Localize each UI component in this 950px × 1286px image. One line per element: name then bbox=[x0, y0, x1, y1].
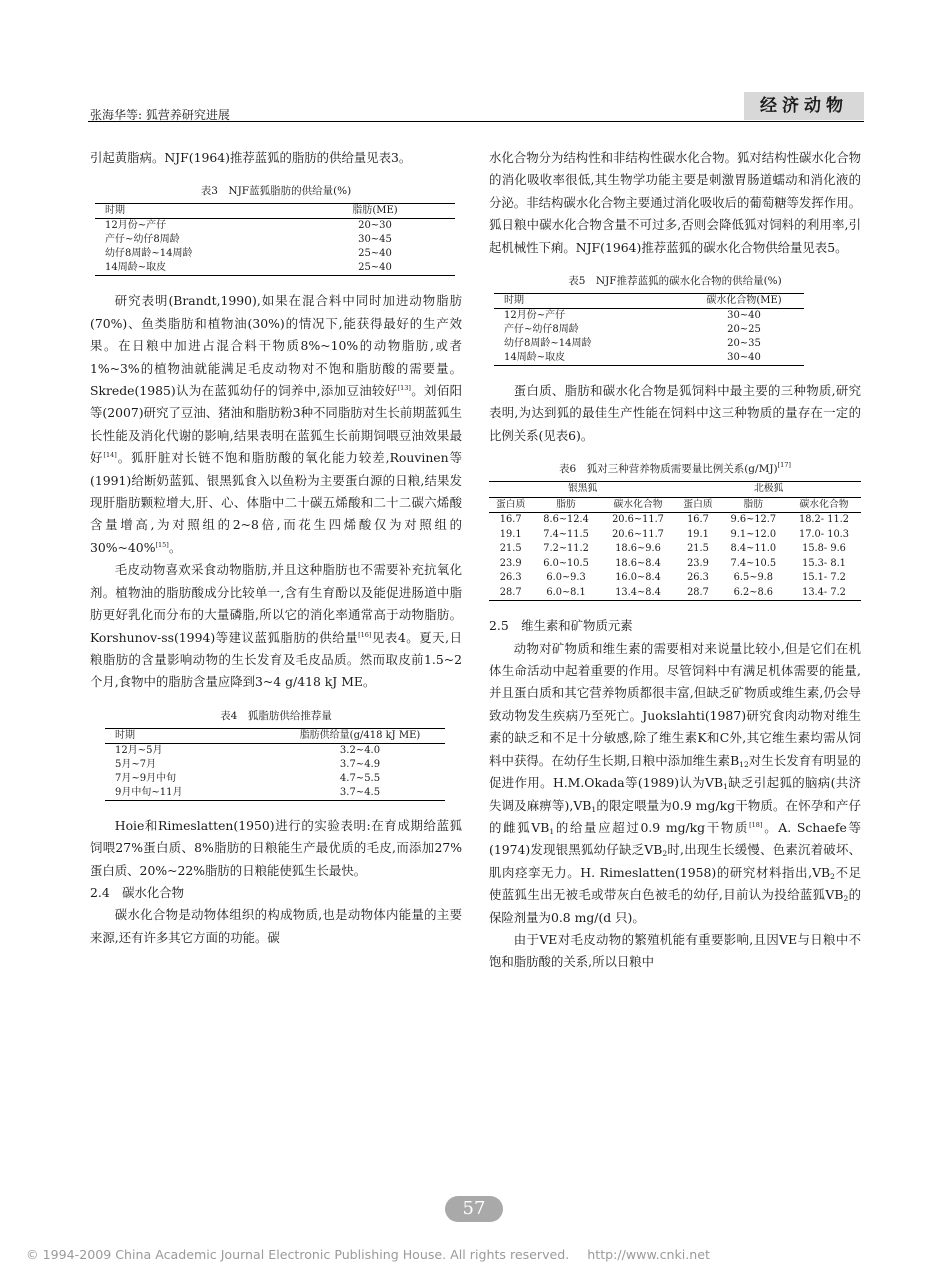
table-cell: 9.1~12.0 bbox=[730, 528, 777, 540]
table-cell: 3.7~4.5 bbox=[265, 786, 445, 801]
table-row bbox=[95, 261, 455, 276]
table-cell: 20.6~11.7 bbox=[612, 528, 664, 540]
table-header: 时期 bbox=[95, 204, 285, 219]
text: 研究表明(Brandt,1990),如果在混合料中同时加进动物脂肪(70%)、鱼类脂肪和植物油(30%)的情况下,能获得最好的生产效果。在日粮中加进占混合料干物质8%~10%的动物脂肪,或者1%~3%的植物油就能满足毛皮动物对不饱和脂肪酸的需要量。Skrede(1985)认为在蓝狐幼仔的饲养中,添加豆油较好 bbox=[90, 293, 462, 399]
text: 的给量应超过0.9 mg/kg干物质 bbox=[554, 819, 750, 835]
table-cell: 23.9 bbox=[687, 557, 709, 569]
table-4 bbox=[105, 728, 445, 801]
table-row bbox=[494, 309, 804, 324]
table-cell: 9月中旬~11月 bbox=[105, 786, 265, 801]
table-cell: 30~40 bbox=[674, 351, 804, 366]
text: 。A. Schaefe等(1974)发现银黑狐幼仔缺乏VB bbox=[489, 819, 861, 858]
page-number: 57 bbox=[445, 1196, 503, 1222]
table-header: 脂肪 bbox=[532, 497, 599, 513]
table-cell: 8.6~12.4 bbox=[543, 514, 589, 526]
table-cell: 7.4~10.5 bbox=[730, 557, 777, 569]
paragraph bbox=[489, 638, 861, 929]
footer-url[interactable]: http://www.cnki.net bbox=[587, 1247, 710, 1262]
citation-ref: [16] bbox=[358, 630, 372, 639]
text: 时,出现生长缓慢、色素沉着破坏、肌肉痉挛无力。H. Rimeslatten(1958)的研究材料指出,VB bbox=[489, 842, 861, 880]
left-column bbox=[90, 147, 462, 949]
table-cell: 26.3 bbox=[687, 572, 709, 584]
table-cell: 3.2~4.0 bbox=[339, 744, 381, 756]
subscript: 2 bbox=[830, 871, 835, 881]
table-cell: 19.1 bbox=[687, 528, 709, 540]
text: 动物对矿物质和维生素的需要相对来说量比较小,但是它们在机体生命活动中起着重要的作用。尽管饲料中有满足机体需要的能量,并且蛋白质和其它营养物质都很丰富,但缺乏矿物质或维生素,仍会导致动物发生疾病乃至死亡。Juokslahti(1987)研究食肉动物对维生素的缺乏和不足十分敏感,除了维生素K和C外,其它维生素均需从饲料中获得。在幼仔生长期,日粮中添加维生素B bbox=[489, 640, 861, 768]
caption-text: 表6 狐对三种营养物质需要量比例关系(g/MJ) bbox=[559, 463, 778, 476]
paragraph: 引起黄脂病。NJF(1964)推荐蓝狐的脂肪的供给量见表3。 bbox=[90, 150, 412, 165]
table-header: 时期 bbox=[494, 294, 674, 309]
group-header-silver-fox: 银黑狐 bbox=[489, 482, 676, 498]
running-header-authors: 张海华等: 狐营养研究进展 bbox=[90, 108, 230, 122]
table-cell: 30~40 bbox=[727, 310, 761, 322]
table-5 bbox=[494, 293, 804, 366]
table-cell: 7.4~11.5 bbox=[543, 528, 589, 540]
paragraph bbox=[90, 559, 462, 693]
table-cell: 5月~7月 bbox=[115, 758, 157, 770]
table-cell: 25~40 bbox=[285, 261, 455, 276]
journal-name-badge: 经济动物 bbox=[744, 92, 864, 120]
table-header: 碳水化合物(ME) bbox=[674, 294, 804, 309]
table-cell: 幼仔8周龄~14周龄 bbox=[504, 338, 592, 350]
table-header: 时期 bbox=[105, 728, 265, 743]
table-cell: 14周龄~取皮 bbox=[95, 261, 285, 276]
table-6 bbox=[489, 481, 861, 601]
table-cell: 25~40 bbox=[358, 248, 392, 260]
subscript: 1 bbox=[591, 804, 597, 814]
text: 毛皮动物喜欢采食动物脂肪,并且这种脂肪也不需要补充抗氧化剂。植物油的脂肪酸成分比较单一,含有生育酚以及能促进肠道中脂肪更好乳化而分布的大量磷脂,所以它的消化率通常高于动物脂肪。Korshunov-ss(1994)等建议蓝狐脂肪的供给量 bbox=[90, 562, 462, 645]
table-6-caption bbox=[489, 461, 861, 477]
text: 。 bbox=[168, 539, 182, 555]
table-cell: 产仔~幼仔8周龄 bbox=[105, 234, 180, 246]
table-cell: 14周龄~取皮 bbox=[494, 351, 674, 366]
table-3 bbox=[95, 203, 455, 276]
table-row bbox=[494, 337, 804, 351]
table-row bbox=[105, 786, 445, 801]
table-cell: 7.2~11.2 bbox=[543, 543, 589, 555]
table-header: 碳水化合物 bbox=[787, 497, 861, 513]
table-cell: 15.1- 7.2 bbox=[802, 572, 846, 584]
subscript: 2 bbox=[662, 849, 668, 859]
text: 的限定喂量为0.9 mg/kg干物质。在怀孕和产仔的雌狐VB bbox=[489, 797, 861, 835]
copyright-footer bbox=[26, 1247, 710, 1262]
subscript: 2 bbox=[843, 894, 849, 904]
group-header-arctic-fox: 北极狐 bbox=[676, 482, 861, 498]
table-row bbox=[95, 247, 455, 261]
table-row bbox=[105, 743, 445, 758]
table-row bbox=[489, 571, 861, 586]
table-cell: 15.3- 8.1 bbox=[802, 557, 846, 569]
table-row bbox=[494, 323, 804, 337]
table-cell: 6.0~8.1 bbox=[532, 586, 599, 601]
paragraph: Hoie和Rimeslatten(1950)进行的实验表明:在育成期给蓝狐饲喂27%蛋白质、8%脂肪的日粮能生产最优质的毛皮,而添加27%蛋白质、20%~22%脂肪的日粮能使狐生长最快。 bbox=[90, 817, 462, 878]
table-cell: 30~45 bbox=[358, 234, 392, 246]
table-header: 碳水化合物 bbox=[600, 497, 677, 513]
table-cell: 19.1 bbox=[499, 528, 522, 540]
table-cell: 6.0~10.5 bbox=[543, 557, 589, 569]
table-cell: 20~30 bbox=[358, 220, 392, 232]
table-cell: 13.4- 7.2 bbox=[787, 586, 861, 601]
table-header: 蛋白质 bbox=[676, 497, 719, 513]
table-cell: 6.2~8.6 bbox=[720, 586, 787, 601]
table-cell: 18.6~8.4 bbox=[615, 557, 661, 569]
table-cell: 20~35 bbox=[727, 338, 761, 350]
table-header: 脂肪(ME) bbox=[285, 204, 455, 219]
table-cell: 13.4~8.4 bbox=[600, 586, 677, 601]
paragraph: 蛋白质、脂肪和碳水化合物是狐饲料中最主要的三种物质,研究表明,为达到狐的最佳生产性能在饲料中这三种物质的量存在一定的比例关系(见表6)。 bbox=[489, 383, 861, 443]
table-cell: 21.5 bbox=[687, 543, 709, 555]
table-cell: 12月份~产仔 bbox=[504, 310, 566, 322]
text: 见表4。夏天,日粮脂肪的含量影响动物的生长发育及毛皮品质。然而取皮前1.5~2个月,食物中的脂肪含量应降到3~4 g/418 kJ ME。 bbox=[90, 629, 462, 690]
citation-ref: [18] bbox=[749, 820, 763, 829]
text: 不足使蓝狐生出无被毛或带灰白色被毛的幼仔,目前认为投给蓝狐VB bbox=[489, 864, 862, 903]
citation-ref: [17] bbox=[777, 461, 791, 470]
subscript: 1 bbox=[549, 826, 555, 836]
subscript: 12 bbox=[739, 759, 749, 769]
paragraph bbox=[90, 290, 462, 559]
table-cell: 18.2- 11.2 bbox=[798, 514, 850, 526]
text: 。刘佰阳等(2007)研究了豆油、猪油和脂肪粉3种不同脂肪对生长前期蓝狐生长性能及消化代谢的影响,结果表明在蓝狐生长前期饲喂豆油效果最好 bbox=[90, 383, 462, 466]
citation-ref: [13] bbox=[397, 384, 411, 393]
table-4-caption: 表4 狐脂肪供给推荐量 bbox=[220, 709, 332, 722]
table-cell: 18.6~9.6 bbox=[615, 543, 661, 555]
table-row bbox=[95, 219, 455, 234]
table-row bbox=[105, 772, 445, 786]
table-cell: 16.0~8.4 bbox=[615, 572, 661, 584]
table-cell: 16.7 bbox=[499, 514, 522, 526]
table-row bbox=[489, 542, 861, 557]
table-header: 脂肪 bbox=[720, 497, 787, 513]
subscript: 1 bbox=[723, 782, 728, 792]
table-cell: 3.7~4.9 bbox=[339, 758, 381, 770]
text: 缺乏引起狐的脑病(共济失调及麻痹等),VB bbox=[489, 775, 862, 813]
citation-ref: [14] bbox=[103, 451, 117, 460]
table-cell: 21.5 bbox=[499, 543, 522, 555]
table-cell: 16.7 bbox=[687, 514, 709, 526]
text: 对生长发育有明显的促进作用。H.M.Okada等(1989)认为VB bbox=[489, 752, 862, 791]
table-row bbox=[489, 557, 861, 572]
paragraph: 由于VE对毛皮动物的繁殖机能有重要影响,且因VE与日粮中不饱和脂肪酸的关系,所以日粮中 bbox=[489, 931, 861, 970]
citation-ref: [15] bbox=[155, 540, 169, 549]
table-header: 脂肪供给量(g/418 kJ ME) bbox=[265, 728, 445, 743]
table-cell: 12月~5月 bbox=[115, 744, 163, 756]
table-5-caption: 表5 NJF推荐蓝狐的碳水化合物的供给量(%) bbox=[568, 275, 782, 288]
table-cell: 17.0- 10.3 bbox=[798, 528, 850, 540]
table-row bbox=[105, 758, 445, 772]
table-cell: 产仔~幼仔8周龄 bbox=[504, 324, 579, 336]
table-cell: 28.7 bbox=[489, 586, 532, 601]
table-row bbox=[494, 351, 804, 366]
table-3-caption: 表3 NJF蓝狐脂肪的供给量(%) bbox=[200, 185, 352, 198]
table-cell: 9.6~12.7 bbox=[730, 514, 777, 526]
paragraph: 水化合物分为结构性和非结构性碳水化合物。狐对结构性碳水化合物的消化吸收率很低,其生物学功能主要是刺激胃肠道蠕动和消化液的分泌。非结构碳水化合物主要通过消化吸收后的葡萄糖等发挥作用。狐日粮中碳水化合物含量不可过多,否则会降低狐对饲料的利用率,引起机械性下痢。NJF(1964)推荐蓝狐的碳水化合物供给量见表5。 bbox=[489, 150, 861, 255]
table-cell: 28.7 bbox=[676, 586, 719, 601]
text: 。狐肝脏对长链不饱和脂肪酸的氧化能力较差,Rouvinen等(1991)给断奶蓝狐、银黑狐食入以鱼粉为主要蛋白源的日粮,结果发现肝脂肪颗粒增大,肝、心、体脂中二十碳五烯酸和二十二碳六烯酸含量增高,为对照组的2~8倍,而花生四烯酸仅为对照组的30%~40% bbox=[90, 450, 463, 555]
table-cell: 7月~9月中旬 bbox=[115, 772, 177, 784]
table-cell: 幼仔8周龄~14周龄 bbox=[105, 248, 193, 260]
table-cell: 12月份~产仔 bbox=[105, 220, 167, 232]
section-heading: 2.4 碳水化合物 bbox=[90, 884, 185, 900]
table-cell: 20.6~11.7 bbox=[612, 514, 664, 526]
table-cell: 6.5~9.8 bbox=[733, 572, 774, 584]
text: 的保险剂量为0.8 mg/(d 只)。 bbox=[489, 887, 862, 925]
header-rule bbox=[88, 121, 864, 122]
section-heading: 2.5 维生素和矿物质元素 bbox=[489, 618, 633, 634]
table-cell: 8.4~11.0 bbox=[730, 543, 777, 555]
table-6-body bbox=[489, 513, 861, 601]
table-cell: 6.0~9.3 bbox=[546, 572, 586, 584]
table-cell: 23.9 bbox=[499, 557, 522, 569]
table-header: 蛋白质 bbox=[489, 497, 532, 513]
table-cell: 4.7~5.5 bbox=[339, 772, 381, 784]
table-row bbox=[489, 586, 861, 601]
table-cell: 20~25 bbox=[727, 324, 761, 336]
table-row bbox=[95, 233, 455, 247]
right-column bbox=[489, 147, 861, 974]
table-cell: 15.8- 9.6 bbox=[802, 543, 846, 555]
table-row bbox=[489, 528, 861, 543]
copyright-text: © 1994-2009 China Academic Journal Electronic Publishing House. All rights reserved. bbox=[26, 1247, 570, 1262]
table-cell: 26.3 bbox=[499, 572, 522, 584]
table-row bbox=[489, 513, 861, 528]
paragraph: 碳水化合物是动物体组织的构成物质,也是动物体内能量的主要来源,还有许多其它方面的功能。碳 bbox=[90, 907, 462, 945]
